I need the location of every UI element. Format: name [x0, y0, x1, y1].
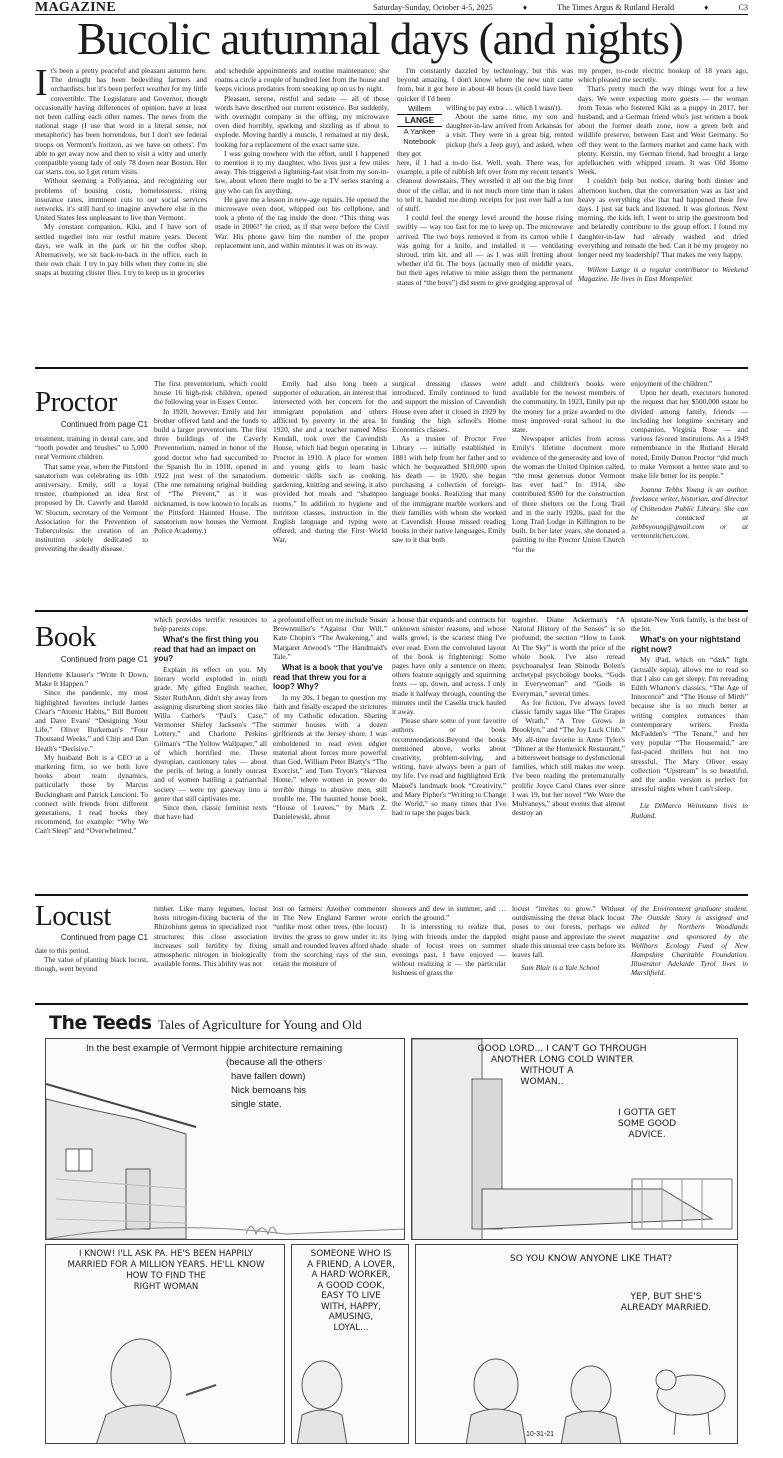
book-col-3: a profound effect on me include Susan Brownmiller's “Against Our Will,” Kate Chopin's “The Awakening,” and Margaret Atwood's “The Handmaid's Tale.” What is a book that you've read that threw you for a loop? Why? In my 20s, I began to question my faith and finally escaped the strictures of my Catholic education. Sharing summer houses with a dozen girlfriends at the Jersey shore, I was emboldened to read even edgier material about forces more powerful than God. William Peter Blatty's “The Exorcist,” and Tom Tryon's “Harvest Home,” where women in power do terrible things to abusive men, still trouble me. The haunted house book, “House of Leaves,” by Mark Z. Danielewski, about	[273, 615, 387, 822]
bucolic-col-1: I t's been a pretty peaceful and pleasant autumn here. The drought has been bedeviling farmers and orchardists, but it's been perfect weather for my little convertible. The Legislature and Governor, though occasionally having differences of opinion, have at least not been calling each other names. The news from the national stage (I use that word in a literal sense, not metaphoric) has been horrendous, but I don't see federal troops on Vermont's horizon, as we have on others'. I'm able to get away now and then to visit a witty and utterly compatible young lady of only 78 down near Boston. Her car starts, too, so I get return visits. Without seeming a Pollyanna, and recognizing our problems of housing costs, homelessness, rising insurance rates, imminent cuts to our social services networks, it's still hard to imagine anywhere else in the United States less unpleasant to live than Vermont. My constant companion, Kiki, and I have sort of settled together into our restful mature years. Decent days, we walk in the park or hit the coffee shop. Alternatively, we sit back-to-back in the office, each in their own chair. I try to pay bills when they come in; she snaps at buzzing cluster flies. I try to keep us in groceries	[35, 66, 207, 278]
speech-bubble: I GOTTA GET SOME GOOD ADVICE.	[617, 1107, 677, 1140]
barn-illustration	[416, 1245, 738, 1444]
speech-bubble: SO YOU KNOW ANYONE LIKE THAT?	[509, 1253, 673, 1264]
comic-panel-1	[45, 1038, 405, 1240]
locust-col-5: locust “invites to grow.” Without outdismissing the threat black locust poses to our forests, perhaps we might pause and appreciate the sweet shade this unusual tree casts before its leaves fall. Sam Blair is a Yale School	[512, 904, 625, 973]
headline: Bucolic autumnal days (and nights)	[77, 14, 683, 64]
proctor-continued: Continued from page C1	[60, 420, 148, 429]
speech-bubble: YEP, BUT SHE'S ALREADY MARRIED.	[620, 1291, 712, 1313]
diamond-icon: ♦	[704, 3, 709, 12]
comic-title: The Teeds	[49, 1012, 152, 1034]
bucolic-col-3: I'm constantly dazzled by technology, but this was beyond amazing. I don't know where the new unit came from, but it got here in about 48 hours (it could have been quicker if I'd been Willem LANGE A Yankee Notebook willing to pay extra … which I wasn't). About the same time, my son and daughter-in-law arrived from Arkansas for a visit. They were in a great big, rented pickup (he's a Jeep guy), and asked, when they got here, if I had a to-do list. Well, yeah. There was, for example, a pile of rubbish left over from my recent tenant's cleanout downstairs. They wrestled it all out the big front door of the cellar, and in not much more time than it takes to tell it, handed me dump receipts for just over half a ton of stuff. I could feel the energy level around the house rising swiftly — way too fast for me to keep up. The microwave arrived. The two boys removed it from its carton while I was going for a knife, and installed it — ventilating shroud, trim kit, and all — as I was still fretting about whether it'd fit. The boys (actually men of middle years, but their ages relative to mine assign them the permanent status of “the boys”) did seem to give grudging approval of	[397, 66, 573, 287]
page-header-info	[373, 3, 748, 12]
locust-col-2: timber. Like many legumes, locust hosts nitrogen-fixing bacteria of the Rhizobium genus in specialized root structures; this close association increases soil fertility by fixing atmospheric nitrogen in biologically available forms. This ability was not	[154, 904, 267, 969]
byline-author: Willem	[408, 103, 431, 113]
comic-subtitle: Tales of Agriculture for Young and Old	[158, 1017, 362, 1032]
bucolic-col-4: my proper, to-code electric hookup of 18 years ago, which pleased me secretly. That's pretty much the way things went for a few days. We were expecting more guests — the woman from Texas who fostered Kiki as a puppy in 2017, her husband, and a German friend who's just written a book about the former death zone, now a green belt and wildlife preserve, between East and West Germany. So off they went to the farmers market and came back with plenty. Kerstin, my German friend, had brought a large apfelkuchen with whipped cream. It was Old Home Week. I couldn't help but notice, during both dinner and afternoon kuchen, that the conversation was as fast and heavy as everything else that had happened these few days. I just sat back and listened. It was glorious. Next morning, the kids left. I went to strip the guestroom bed and belatedly contribute to the group effort. I found my daughter-in-law had already washed and dried everything and remade the bed. Can it be my progeny no longer need my leadership? That makes me very happy. Willem Lange is a regular contributor to Weekend Magazine. He lives in East Montpelier.	[578, 66, 748, 284]
speech-bubble: SOMEONE WHO IS A FRIEND, A LOVER, A HARD WORKER, A GOOD COOK, EASY TO LIVE WITH, HAPPY, AMUSING, LOYAL...	[307, 1249, 395, 1333]
speech-bubble: I KNOW! I'LL ASK PA. HE'S BEEN HAPPILY MARRIED FOR A MILLION YEARS. HE'LL KNOW HOW TO FIND THE RIGHT WOMAN	[67, 1249, 265, 1292]
paper-name: The Times Argus & Rutland Herald	[557, 3, 675, 12]
section-label: MAGAZINE	[35, 0, 116, 15]
book-col-6: upstate-New York family, is the best of the lot. What's on your nightstand right now? My iPad, which on “dark” light (actually sepia), allows me to read so that I also can get sleepy. I'm rereading Edith Wharton's classics, “The Age of Innocence” and “The House of Mirth” because she is so much better at writing complex romances than contemporary writers. Freida McFadden's “The Tenant,” and her very popular “The Housemaid,” are fast-paced thrillers but not too stressful. The Mary Oliver essay collection “Upstream” is so beautiful, and the audio version is perfect for stressful nights when I can't sleep. Liz DiMarco Weinmann lives in Rutland.	[631, 615, 748, 820]
interview-question: What's the first thing you read that had an impact on you?	[154, 635, 259, 664]
byline-author-last: LANGE	[397, 114, 442, 127]
comic-date-code: 10-31-21	[526, 1431, 555, 1438]
locust-col-3: lost on farmers: Another commenter in The New England Farmer wrote “unlike most other trees, (the locust) invites the grass to grow under it: its small and rounded leaves afford shade from the scorching rays of the sun, retain the moisture of	[273, 904, 387, 969]
caption-line: have fallen down)	[231, 1071, 306, 1082]
locust-col-4: showers and dew in summer, and … enrich the ground.” It is interesting to realize that, lying with friends under the dappled shade of locust trees on summer evenings past, I have enjoyed — without realizing it — the particular lushness of grass the	[392, 904, 506, 977]
proctor-col-2: The first preventorium, which could house 16 high-risk children, opened the following year in Essex Center. In 1920, however, Emily and her brother offered land and the funds to build a larger preventorium. The first three buildings of the Caverly Preventorium, named in honor of the good doctor who had succumbed to the Spanish flu in 1918, opened in 1922 just west of the sanatorium. (The one remaining original building of “The Prevent,” as it was nicknamed, is now known to locals as the Pittsford Haunted House. The sanatorium now houses the Vermont Police Academy.)	[154, 379, 267, 536]
page-number: C3	[738, 3, 748, 12]
section-rule	[35, 894, 748, 896]
shed-illustration	[46, 1039, 405, 1240]
author-tagline: Willem Lange is a regular contributor to Weekend Magazine. He lives in East Montpelier.	[578, 265, 748, 284]
comic-panel-5	[415, 1244, 738, 1444]
comic-panel-3	[45, 1244, 285, 1444]
caption-line: In the best example of Vermont hippie architecture remaining	[86, 1043, 343, 1054]
byline-column: A Yankee	[403, 126, 436, 136]
proctor-title: Proctor	[35, 386, 117, 418]
byline-box	[397, 104, 442, 148]
author-tagline: Joanna Tebbs Young is an author, freelance writer, historian, and director of Chittenden Public Library. She can be contacted at jtebbsyoung@gmail.com or at vermontitchen.com.	[631, 485, 748, 541]
issue-date: Saturday-Sunday, October 4-5, 2025	[373, 3, 493, 12]
book-col-4: a house that expands and contracts for unknown sinister reasons, and whose walls growl, is the scariest thing I've ever read. Even the convoluted layout of the book is frightening: Some pages have only a sentence on them; others feature squiggly and squirming fonts — up, down, and across. I only made it halfway through, counting the minutes until the Casella truck hauled it away. Please share some of your favorite authors or book recommendations.Beyond the books mentioned above, works about creativity, problem-solving, and writing, have always been a part of my life. I've read and highlighted Erik Maisel's landmark book “Creativity,” and Mary Pipher's “Writing to Change the World,” so many times that I've had to tape the pages back	[392, 615, 506, 818]
caption-line: single state.	[231, 1099, 282, 1110]
book-col-5: together. Diane Ackerman's “A Natural History of the Senses” is so profound; the section “How to Look At The Sky” is worth the price of the whole book. I've also reread psychoanalyst Jean Shinoda Bolen's archetypal psychology books, “Gods in Everywoman” and “Gods in Everyman,” several times. As for fiction, I've always loved classic family sagas like “The Grapes of Wrath,” “A Tree Grows in Brooklyn,” and “The Joy Luck Club.” My all-time favorite is Anne Tyler's “Dinner at the Homesick Restaurant,” a bittersweet homage to dysfunctional families, which still makes me weep. I've been reading the preternaturally prolific Joyce Carol Oates ever since I was 19, but her novel “We Were the Mulvaneys,” about events that almost destroy an	[512, 615, 625, 818]
diamond-icon: ♦	[522, 3, 528, 12]
locust-col-1: date to this period. The value of planting black locust, though, went beyond	[35, 946, 148, 974]
section-rule	[35, 610, 748, 612]
section-rule	[35, 367, 748, 369]
interview-question: What's on your nightstand right now?	[631, 635, 741, 654]
interview-question: What is a book that you've read that threw you for a loop? Why?	[273, 663, 383, 692]
bucolic-col-2: and schedule appointments and routine maintenance; she roams a circle a couple of hundred feet from the house and keeps vicious predators from sneaking up on us by night. Pleasant, serene, restful and sedate — all of those words have described our current existence. But suddenly, with overnight company in the offing, my microwave oven died horribly, sparking and sizzling as if about to explode. Moving hardly a muscle, I remained at my desk, looking for a replacement of the exact same size. I was going nowhere with the effort, until I happened to mention it to my daughter, who lives just a few miles away. This triggered a lightning-fast visit from my son-in-law, about whom there ought to be a TV series starring a guy who can fix anything. He gave me a lesson in new-age repairs. He opened the microwave oven door, whipped out his cellphone, and took a photo of the tag inside the door. “This thing was made in 2006!” he cried, as if that were before the Civil War. His phone gave him the number of the proper replacement unit, and within minutes it was on its way.	[215, 66, 389, 250]
book-title: Book	[35, 621, 96, 653]
drop-cap: I	[35, 66, 48, 104]
book-col-2: which provides terrific resources to help parents cope. What's the first thing you read that had an impact on you? Explain its effect on you. My literary world exploded in ninth grade. My gifted English teacher, Sister RuthAnn, didn't shy away from assigning disturbing short stories like Willa Cather's “Paul's Case,” Vermonter Shirley Jackson's “The Lottery,” and Charlotte Perkins Gilman's “The Yellow Wallpaper,” all of which horrified me. These dystopian, cautionary tales — about the perils of being a lonely outcast and of women battling a patriarchal society — were my gateway into a genre that still captivates me. Since then, classic feminist texts that have had	[154, 615, 267, 822]
proctor-col-5: adult and children's books were available for the newest members of the community. In 1923, Emily put up the money for a prize awarded to the most improved rural school in the state. Newspaper articles from across Emily's lifetime document more evidence of the generosity and love of the woman the United Opinion called, “the most generous donor Vermont has ever had.” In 1914, she contributed $500 for the construction of three shelters on the Long Trail and in the early 1920s, paid for the Long Trail Lodge in Killington to be built. In her later years, she donated a painting to the Proctor Union Church “for the	[512, 379, 625, 554]
caption-line: (because all the others	[226, 1057, 323, 1068]
caption-line: Nick bemoans his	[231, 1085, 306, 1096]
speech-bubble: GOOD LORD... I CAN'T GO THROUGH ANOTHER LONG COLD WINTER WITHOUT A WOMAN..	[477, 1043, 647, 1087]
proctor-col-3: Emily had also long been a supporter of education, an interest that intersected with her concern for the immigrant population and others afflicted by poverty in the area. In 1920, she and a teacher named Miss Kendall, took over the Cavendish House, which had begun operating in Proctor in 1910. A place for women and young girls to learn basic domestic skills such as cooking, gardening, knitting and sewing, it also provided hot meals and “shampoo rooms.” In addition to hygiene and nutrition classes, instruction in the English language and typing were offered, and during the First World War,	[273, 379, 387, 545]
book-col-1: Henriette Klauser's “Write It Down, Make It Happen.” Since the pandemic, my most highlighted favorites include James Clear's “Atomic Habits,” Bill Burnett and Dave Evans' “Designing Your Life,” Oliver Burkeman's “Four Thousand Weeks,” and Chip and Dan Heath's “Decisive.” My husband Bob is a CEO at a marketing firm, so we both love books about team dynamics, particularly those by Marcus Buckingham and Patrick Lencioni. To connect with friends from different generations, I read books they recommend, for example: “Why We Can't Sleep” and “Overwhelmed,”	[35, 670, 148, 836]
comic-strip	[35, 1012, 748, 1452]
section-rule	[35, 1003, 748, 1005]
proctor-col-1: treatment, training in dental care, and “tooth powder and brushes” to 5,000 rural Vermont children. That same year, when the Pittsford sanatorium was celebrating its 10th anniversary, Emily, still a loyal trustee, championed an idea first proposed by Dr. Caverly and Harold W. Slocum, secretary of the Vermont Association for the Prevention of Tuberculosis: the creation of an institution solely dedicated to preventing the deadly disease.	[35, 434, 148, 554]
author-tagline: Sam Blair is a Yale School	[521, 963, 600, 973]
proctor-col-4: surgical dressing classes were introduced. Emily continued to fund and support the mission of Cavendish House even after it closed in 1929 by funding the high school's Home Economics classes. As a trustee of Proctor Free Library — initially established in 1881 with help from her father and to which he bequeathed $10,000 upon his death — in 1920, she began purchasing a collection of foreign-language books. Realizing that many of the immigrant marble workers and their families with whom she worked at Cavendish House missed reading books in their native languages, Emily saw to it that both	[392, 379, 506, 545]
locust-title: Locust	[35, 900, 111, 932]
author-tagline: Liz DiMarco Weinmann lives in Rutland.	[631, 801, 748, 820]
locust-continued: Continued from page C1	[60, 933, 148, 942]
byline-column: Notebook	[403, 137, 436, 147]
proctor-col-6: enjoyment of the children.” Upon her death, executors honored the request that her $500,000 estate be divided among family, friends — including her longtime secretary and companion, Virginia Rose — and various favored institutions. As a 1949 remembrance in the Rutland Herald noted, Emily Dutton Proctor “did much to make Vermont a better state and to make life better for its people.” Joanna Tebbs Young is an author, freelance writer, historian, and director of Chittenden Public Library. She can be contacted at jtebbsyoung@gmail.com or at vermontitchen.com.	[631, 379, 748, 541]
comic-panel-2	[411, 1038, 738, 1240]
locust-col-6: of the Environment graduate student. The Outside Story is assigned and edited by Northern Woodlands magazine and sponsored by the Wellborn Ecology Fund of New Hampshire Charitable Foundation. Illustrator Adelaide Tyrol lives in Marshfield.	[631, 904, 748, 977]
comic-panel-4	[291, 1244, 409, 1444]
book-continued: Continued from page C1	[60, 655, 148, 664]
